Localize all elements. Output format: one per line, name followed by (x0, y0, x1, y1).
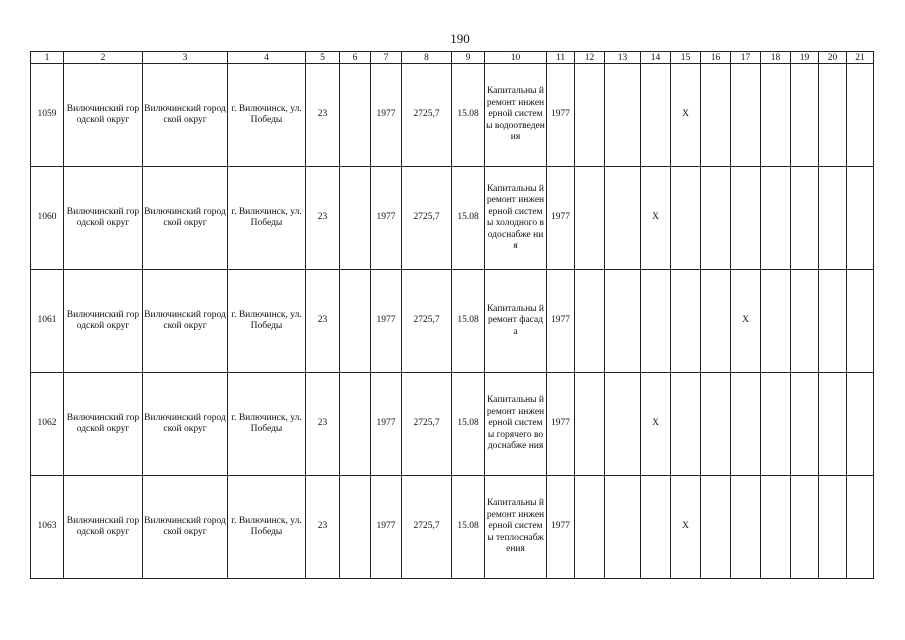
cell-column-9: 15.08 (452, 270, 485, 373)
cell-construction-year: 1977 (371, 167, 402, 270)
cell-municipality: Вилючинский городской округ (64, 476, 143, 579)
cell-commissioning-year: 1977 (547, 476, 575, 579)
table-row (31, 373, 874, 476)
cell-column-13 (605, 476, 641, 579)
cell-address: г. Вилючинск, ул. Победы (228, 373, 306, 476)
column-number: 3 (143, 52, 228, 64)
cell-column-13 (605, 167, 641, 270)
column-number: 21 (847, 52, 874, 64)
column-number: 12 (575, 52, 605, 64)
column-number-row (31, 52, 874, 64)
cell-row-number: 1063 (31, 476, 64, 579)
cell-total-area: 2725,7 (402, 270, 452, 373)
cell-column-21 (847, 167, 874, 270)
cell-column-12 (575, 64, 605, 167)
column-number: 1 (31, 52, 64, 64)
cell-house-number: 23 (306, 373, 340, 476)
cell-row-number: 1060 (31, 167, 64, 270)
cell-column-21 (847, 373, 874, 476)
cell-work-type: Капитальны й ремонт инженерной системы теплоснабж ения (485, 476, 547, 579)
cell-column-19 (791, 64, 819, 167)
cell-construction-year: 1977 (371, 476, 402, 579)
cell-address: г. Вилючинск, ул. Победы (228, 270, 306, 373)
cell-column-18 (761, 476, 791, 579)
cell-house-number: 23 (306, 64, 340, 167)
table-row (31, 270, 874, 373)
column-number: 4 (228, 52, 306, 64)
cell-column-20 (819, 373, 847, 476)
column-number: 7 (371, 52, 402, 64)
column-number: 13 (605, 52, 641, 64)
cell-column-18 (761, 167, 791, 270)
cell-column-14: X (641, 167, 671, 270)
page-number: 190 (450, 31, 470, 46)
column-number: 16 (701, 52, 731, 64)
cell-total-area: 2725,7 (402, 373, 452, 476)
cell-row-number: 1059 (31, 64, 64, 167)
column-number: 20 (819, 52, 847, 64)
cell-column-15: X (671, 64, 701, 167)
cell-column-9: 15.08 (452, 64, 485, 167)
column-number: 9 (452, 52, 485, 64)
cell-column-16 (701, 64, 731, 167)
column-number: 8 (402, 52, 452, 64)
cell-column-15 (671, 167, 701, 270)
cell-column-6 (340, 373, 371, 476)
cell-column-6 (340, 476, 371, 579)
cell-column-12 (575, 270, 605, 373)
cell-commissioning-year: 1977 (547, 167, 575, 270)
table-row (31, 476, 874, 579)
cell-address: г. Вилючинск, ул. Победы (228, 64, 306, 167)
cell-column-14: X (641, 373, 671, 476)
cell-column-19 (791, 167, 819, 270)
cell-commissioning-year: 1977 (547, 270, 575, 373)
cell-address: г. Вилючинск, ул. Победы (228, 167, 306, 270)
column-number: 19 (791, 52, 819, 64)
cell-column-16 (701, 476, 731, 579)
cell-work-type: Капитальны й ремонт инженерной системы горячего водоснабже ния (485, 373, 547, 476)
cell-column-16 (701, 270, 731, 373)
cell-address: г. Вилючинск, ул. Победы (228, 476, 306, 579)
cell-row-number: 1061 (31, 270, 64, 373)
cell-column-9: 15.08 (452, 167, 485, 270)
cell-column-19 (791, 270, 819, 373)
cell-municipality: Вилючинский городской округ (64, 64, 143, 167)
cell-total-area: 2725,7 (402, 64, 452, 167)
cell-column-12 (575, 167, 605, 270)
cell-settlement: Вилючинский городской округ (143, 476, 228, 579)
cell-column-14 (641, 476, 671, 579)
cell-column-9: 15.08 (452, 476, 485, 579)
cell-settlement: Вилючинский городской округ (143, 64, 228, 167)
cell-settlement: Вилючинский городской округ (143, 167, 228, 270)
cell-column-13 (605, 373, 641, 476)
cell-column-18 (761, 64, 791, 167)
cell-column-17: X (731, 270, 761, 373)
cell-column-9: 15.08 (452, 373, 485, 476)
cell-construction-year: 1977 (371, 373, 402, 476)
cell-commissioning-year: 1977 (547, 64, 575, 167)
cell-column-15 (671, 373, 701, 476)
cell-column-20 (819, 270, 847, 373)
cell-column-18 (761, 270, 791, 373)
cell-column-13 (605, 270, 641, 373)
cell-work-type: Капитальны й ремонт фасада (485, 270, 547, 373)
cell-municipality: Вилючинский городской округ (64, 270, 143, 373)
cell-column-21 (847, 270, 874, 373)
cell-column-12 (575, 476, 605, 579)
cell-column-20 (819, 64, 847, 167)
registry-table (30, 51, 874, 579)
column-number: 11 (547, 52, 575, 64)
cell-column-14 (641, 64, 671, 167)
cell-column-17 (731, 373, 761, 476)
cell-column-20 (819, 167, 847, 270)
column-number: 10 (485, 52, 547, 64)
cell-column-17 (731, 167, 761, 270)
column-number: 5 (306, 52, 340, 64)
cell-settlement: Вилючинский городской округ (143, 270, 228, 373)
cell-work-type: Капитальны й ремонт инженерной системы водоотведен ия (485, 64, 547, 167)
cell-house-number: 23 (306, 476, 340, 579)
cell-column-15: X (671, 476, 701, 579)
cell-column-16 (701, 167, 731, 270)
table-body (31, 64, 874, 579)
cell-municipality: Вилючинский городской округ (64, 373, 143, 476)
table-row (31, 64, 874, 167)
column-number: 14 (641, 52, 671, 64)
cell-column-20 (819, 476, 847, 579)
column-number: 6 (340, 52, 371, 64)
cell-column-19 (791, 373, 819, 476)
column-number: 18 (761, 52, 791, 64)
cell-column-18 (761, 373, 791, 476)
cell-column-12 (575, 373, 605, 476)
column-number: 15 (671, 52, 701, 64)
cell-total-area: 2725,7 (402, 167, 452, 270)
cell-total-area: 2725,7 (402, 476, 452, 579)
cell-house-number: 23 (306, 270, 340, 373)
cell-column-17 (731, 476, 761, 579)
cell-column-14 (641, 270, 671, 373)
cell-column-6 (340, 167, 371, 270)
cell-commissioning-year: 1977 (547, 373, 575, 476)
cell-column-21 (847, 64, 874, 167)
column-number: 17 (731, 52, 761, 64)
column-number: 2 (64, 52, 143, 64)
cell-column-17 (731, 64, 761, 167)
cell-work-type: Капитальны й ремонт инженерной системы холодного водоснабже ния (485, 167, 547, 270)
cell-column-21 (847, 476, 874, 579)
table-row (31, 167, 874, 270)
cell-construction-year: 1977 (371, 64, 402, 167)
cell-column-13 (605, 64, 641, 167)
cell-column-16 (701, 373, 731, 476)
cell-construction-year: 1977 (371, 270, 402, 373)
cell-column-6 (340, 270, 371, 373)
cell-settlement: Вилючинский городской округ (143, 373, 228, 476)
cell-row-number: 1062 (31, 373, 64, 476)
cell-column-15 (671, 270, 701, 373)
cell-municipality: Вилючинский городской округ (64, 167, 143, 270)
cell-column-19 (791, 476, 819, 579)
cell-house-number: 23 (306, 167, 340, 270)
cell-column-6 (340, 64, 371, 167)
